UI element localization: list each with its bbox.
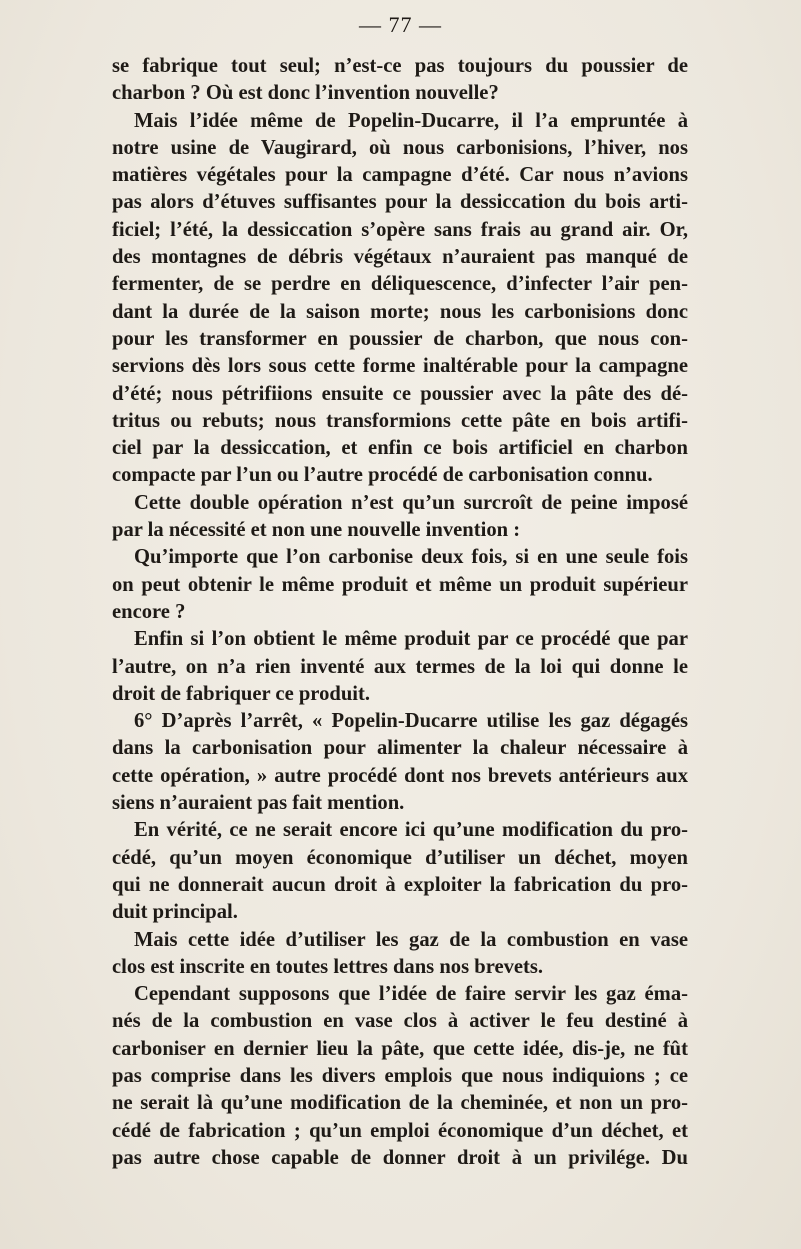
text-line: duit principal. [112, 901, 238, 924]
text-line: Mais l’idée même de Popelin-Ducarre, il l’a empruntée à [134, 109, 688, 132]
text-line: tritus ou rebuts; nous transformions cette pâte en bois artifi- [112, 409, 688, 432]
text-line: cette opération, » autre procédé dont nos brevets antérieurs aux [112, 764, 688, 787]
text-line: Qu’importe que l’on carbonise deux fois, si en une seule fois [134, 546, 688, 569]
body-text [112, 53, 688, 1172]
text-line: droit de fabriquer ce produit. [112, 682, 371, 705]
text-line: ficiel; l’été, la dessiccation s’opère sans frais au grand air. Or, [112, 218, 688, 241]
text-line: Cette double opération n’est qu’un surcroît de peine imposé [134, 491, 688, 514]
text-line: Cependant supposons que l’idée de faire servir les gaz éma- [134, 983, 688, 1006]
text-line: des montagnes de débris végétaux n’auraient pas manqué de [112, 246, 688, 269]
text-line: cédé, qu’un moyen économique d’utiliser un déchet, moyen [112, 846, 688, 869]
text-line: ne serait là qu’une modification de la cheminée, et non un pro- [112, 1092, 688, 1115]
page-number: — 77 — [359, 12, 442, 37]
text-line: cédé de fabrication ; qu’un emploi économique d’un déchet, et [112, 1119, 688, 1142]
text-line: 6° D’après l’arrêt, « Popelin-Ducarre utilise les gaz dégagés [134, 710, 688, 733]
text-line: compacte par l’un ou l’autre procédé de carbonisation connu. [112, 464, 653, 487]
text-line: pas comprise dans les divers emplois que nous indiquions ; ce [112, 1064, 688, 1087]
text-line: siens n’auraient pas fait mention. [112, 792, 405, 815]
text-line: carboniser en dernier lieu la pâte, que cette idée, dis-je, ne fût [112, 1037, 688, 1060]
text-line: pour les transformer en poussier de charbon, que nous con- [112, 327, 688, 350]
text-line: ciel par la dessiccation, et enfin ce bois artificiel en charbon [112, 437, 688, 460]
text-line: servions dès lors sous cette forme inaltérable pour la campagne [112, 355, 688, 378]
text-line: dant la durée de la saison morte; nous les carbonisions donc [112, 300, 688, 323]
text-line: pas autre chose capable de donner droit à un privilége. Du [112, 1146, 688, 1169]
text-line: Enfin si l’on obtient le même produit par ce procédé que par [134, 628, 688, 651]
text-line: notre usine de Vaugirard, où nous carbonisions, l’hiver, nos [112, 136, 688, 159]
text-line: dans la carbonisation pour alimenter la chaleur nécessaire à [112, 737, 688, 760]
text-line: fermenter, de se perdre en déliquescence, d’infecter l’air pen- [112, 273, 688, 296]
text-line: qui ne donnerait aucun droit à exploiter la fabrication du pro- [112, 873, 688, 896]
text-line: Mais cette idée d’utiliser les gaz de la combustion en vase [134, 928, 688, 951]
text-line: l’autre, on n’a rien inventé aux termes de la loi qui donne le [112, 655, 688, 678]
text-line: charbon ? Où est donc l’invention nouvelle? [112, 82, 499, 105]
text-line: En vérité, ce ne serait encore ici qu’une modification du pro- [134, 819, 688, 842]
text-line: nés de la combustion en vase clos à activer le feu destiné à [112, 1010, 688, 1033]
text-line: encore ? [112, 600, 186, 623]
text-line: matières végétales pour la campagne d’été. Car nous n’avions [112, 164, 688, 187]
text-line: par la nécessité et non une nouvelle invention : [112, 519, 521, 542]
text-line: pas alors d’étuves suffisantes pour la dessiccation du bois arti- [112, 191, 688, 214]
text-line: d’été; nous pétrifiions ensuite ce poussier avec la pâte des dé- [112, 382, 688, 405]
text-line: se fabrique tout seul; n’est-ce pas toujours du poussier de [112, 55, 688, 77]
text-line: clos est inscrite en toutes lettres dans nos brevets. [112, 955, 544, 978]
text-line: on peut obtenir le même produit et même un produit supérieur [112, 573, 688, 596]
